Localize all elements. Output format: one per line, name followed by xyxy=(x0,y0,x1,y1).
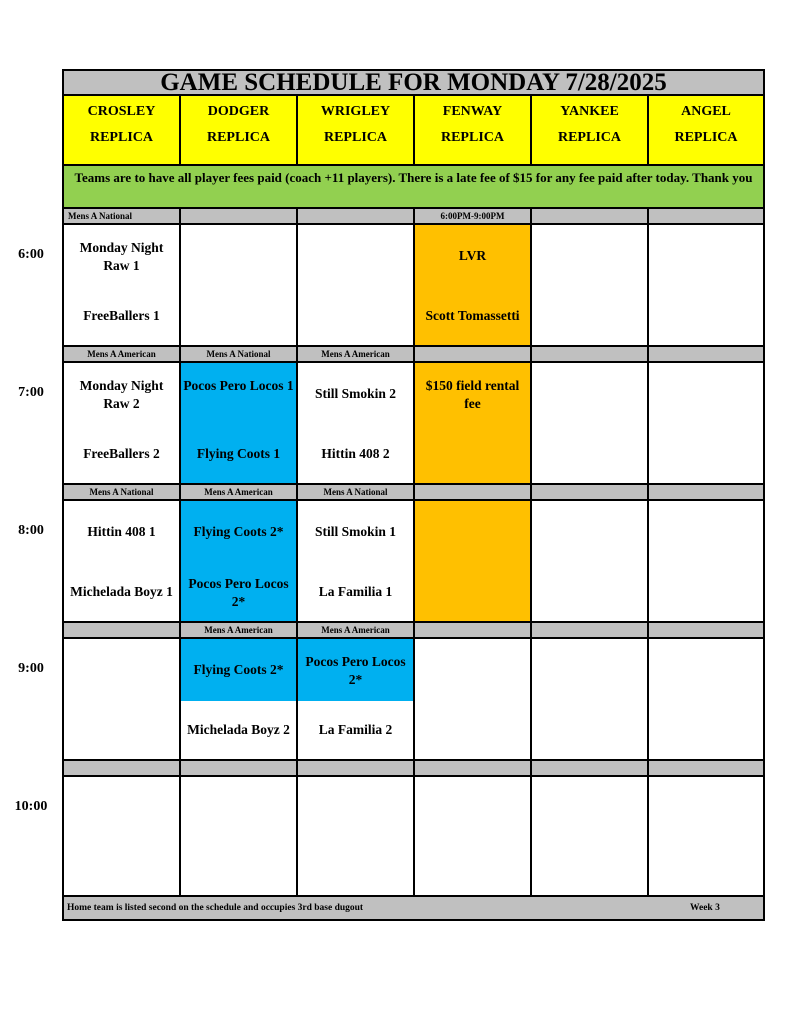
footer-bar xyxy=(64,897,763,919)
team-home: Hittin 408 2 xyxy=(321,446,390,461)
team-home: Flying Coots 1 xyxy=(196,446,281,461)
division-header xyxy=(649,347,763,363)
team-home: La Familia 1 xyxy=(318,584,393,599)
division-header xyxy=(64,761,181,777)
division-header: Mens A American xyxy=(298,623,415,639)
field-rental-cell xyxy=(415,225,532,347)
game-cell xyxy=(415,777,532,897)
game-cell xyxy=(181,777,298,897)
game-cell xyxy=(532,639,649,761)
team-home: FreeBallers 1 xyxy=(83,308,160,323)
team-home: Michelada Boyz 2 xyxy=(187,722,290,737)
game-cell xyxy=(181,639,298,761)
division-header xyxy=(532,347,649,363)
field-type: REPLICA xyxy=(206,130,270,145)
game-cell xyxy=(181,225,298,347)
game-cell xyxy=(298,501,415,623)
field-type: REPLICA xyxy=(557,130,621,145)
schedule-sheet xyxy=(62,69,765,921)
division-header xyxy=(649,485,763,501)
division-header: Mens A National xyxy=(64,209,181,225)
fee-notice: Teams are to have all player fees paid (coach +11 players). There is a late fee of $15 for any fee paid after today. Thank you xyxy=(64,166,763,209)
game-cell xyxy=(64,363,181,485)
page-title: GAME SCHEDULE FOR MONDAY 7/28/2025 xyxy=(64,71,763,96)
rental-contact: Scott Tomassetti xyxy=(425,308,520,323)
division-header: Mens A American xyxy=(181,623,298,639)
team-away: Flying Coots 2* xyxy=(193,662,284,677)
team-away: Still Smokin 2 xyxy=(314,386,397,401)
game-cell xyxy=(64,639,181,761)
game-cell xyxy=(181,363,298,485)
team-away: Still Smokin 1 xyxy=(314,524,397,539)
division-header xyxy=(649,761,763,777)
field-name: CROSLEY xyxy=(87,104,156,119)
game-cell xyxy=(532,225,649,347)
team-away: Pocos Pero Locos 2* xyxy=(305,654,406,687)
field-type: REPLICA xyxy=(674,130,738,145)
game-cell xyxy=(649,639,763,761)
division-header xyxy=(649,209,763,225)
time-label-6pm: 6:00 xyxy=(18,247,44,262)
time-label-7pm: 7:00 xyxy=(18,385,44,400)
field-type: REPLICA xyxy=(440,130,504,145)
division-header xyxy=(532,623,649,639)
field-name: ANGEL xyxy=(681,104,731,119)
division-header xyxy=(415,347,532,363)
team-away: Pocos Pero Locos 1 xyxy=(183,378,294,393)
division-header: Mens A American xyxy=(298,347,415,363)
field-header-angel xyxy=(649,96,763,166)
division-header xyxy=(532,761,649,777)
team-home: La Familia 2 xyxy=(318,722,393,737)
division-header xyxy=(181,761,298,777)
game-cell xyxy=(649,501,763,623)
game-cell xyxy=(649,777,763,897)
time-label-9pm: 9:00 xyxy=(18,661,44,676)
division-header: Mens A American xyxy=(181,485,298,501)
division-header: Mens A American xyxy=(64,347,181,363)
team-away: Hittin 408 1 xyxy=(87,524,156,539)
field-rental-cell xyxy=(415,501,532,623)
division-header: Mens A National xyxy=(298,485,415,501)
division-header xyxy=(415,623,532,639)
field-rental-cell xyxy=(415,363,532,485)
field-header-crosley xyxy=(64,96,181,166)
team-home: FreeBallers 2 xyxy=(83,446,160,461)
game-cell xyxy=(298,225,415,347)
field-type: REPLICA xyxy=(323,130,387,145)
game-cell xyxy=(64,501,181,623)
game-cell xyxy=(298,639,415,761)
field-header-wrigley xyxy=(298,96,415,166)
game-cell xyxy=(649,363,763,485)
field-header-fenway xyxy=(415,96,532,166)
team-away: Monday Night Raw 1 xyxy=(79,240,164,273)
division-header xyxy=(298,209,415,225)
field-name: YANKEE xyxy=(560,104,619,119)
game-cell xyxy=(532,501,649,623)
field-name: FENWAY xyxy=(442,104,503,119)
game-cell xyxy=(532,363,649,485)
game-cell xyxy=(298,777,415,897)
division-header: Mens A National xyxy=(181,347,298,363)
time-label-10pm: 10:00 xyxy=(14,799,48,814)
field-header-yankee xyxy=(532,96,649,166)
week-label: Week 3 xyxy=(690,903,720,913)
division-header xyxy=(532,209,649,225)
field-name: DODGER xyxy=(207,104,270,119)
game-cell xyxy=(64,225,181,347)
team-away: Flying Coots 2* xyxy=(193,524,284,539)
division-header xyxy=(649,623,763,639)
team-home: Michelada Boyz 1 xyxy=(70,584,173,599)
team-home: Pocos Pero Locos 2* xyxy=(188,576,289,609)
rental-fee-note: $150 field rental fee xyxy=(425,378,520,411)
division-header xyxy=(181,209,298,225)
division-header: Mens A National xyxy=(64,485,181,501)
team-away: Monday Night Raw 2 xyxy=(79,378,164,411)
game-cell xyxy=(298,363,415,485)
field-header-dodger xyxy=(181,96,298,166)
footer-note: Home team is listed second on the schedule and occupies 3rd base dugout xyxy=(67,903,364,913)
game-cell xyxy=(532,777,649,897)
game-cell xyxy=(181,501,298,623)
game-cell xyxy=(64,777,181,897)
time-label-8pm: 8:00 xyxy=(18,523,44,538)
division-header xyxy=(532,485,649,501)
rental-name: LVR xyxy=(458,248,487,263)
division-header xyxy=(415,761,532,777)
field-type: REPLICA xyxy=(89,130,153,145)
division-header xyxy=(298,761,415,777)
game-cell xyxy=(649,225,763,347)
game-cell xyxy=(415,639,532,761)
division-header xyxy=(415,485,532,501)
division-header xyxy=(64,623,181,639)
time-range-header: 6:00PM-9:00PM xyxy=(415,209,532,225)
field-name: WRIGLEY xyxy=(320,104,391,119)
